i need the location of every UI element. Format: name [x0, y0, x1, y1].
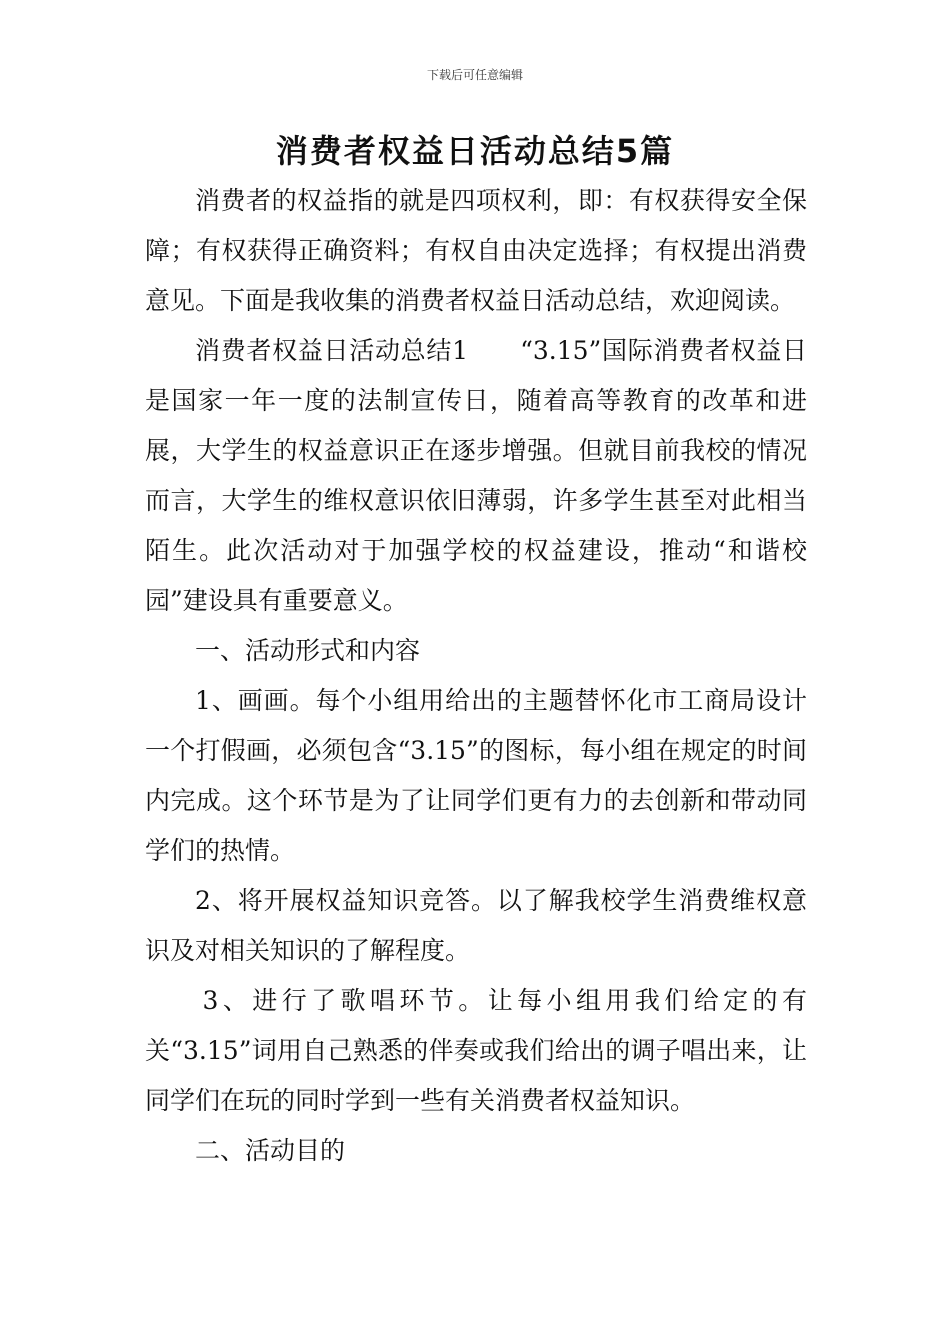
paragraph-item-1: 1、画画。每个小组用给出的主题替怀化市工商局设计一个打假画，必须包含“3.15”的图标，每小组在规定的时间内完成。这个环节是为了让同学们更有力的去创新和带动同学们的热情。	[145, 686, 807, 865]
paragraph-item-2: 2、将开展权益知识竞答。以了解我校学生消费维权意识及对相关知识的了解程度。	[145, 886, 807, 965]
document-title: 消费者权益日活动总结5篇	[275, 132, 675, 170]
paragraph-intro: 消费者的权益指的就是四项权利，即：有权获得安全保障；有权获得正确资料；有权自由决定选择；有权提出消费意见。下面是我收集的消费者权益日活动总结，欢迎阅读。	[145, 186, 807, 315]
paragraph-summary-1: 消费者权益日活动总结1 “3.15”国际消费者权益日是国家一年一度的法制宣传日，随着高等教育的改革和进展，大学生的权益意识正在逐步增强。但就目前我校的情况而言，大学生的维权意识依旧薄弱，许多学生甚至对此相当陌生。此次活动对于加强学校的权益建设，推动“和谐校园”建设具有重要意义。	[145, 336, 807, 615]
section-heading-activity-purpose: 二、活动目的	[195, 1136, 346, 1165]
document-body	[145, 176, 807, 1176]
paragraph-item-3: 3、进行了歌唱环节。让每小组用我们给定的有关“3.15”词用自己熟悉的伴奏或我们给出的调子唱出来，让同学们在玩的同时学到一些有关消费者权益知识。	[145, 986, 807, 1115]
section-heading-activity-form: 一、活动形式和内容	[195, 636, 421, 665]
header-note: 下载后可任意编辑	[426, 68, 523, 82]
